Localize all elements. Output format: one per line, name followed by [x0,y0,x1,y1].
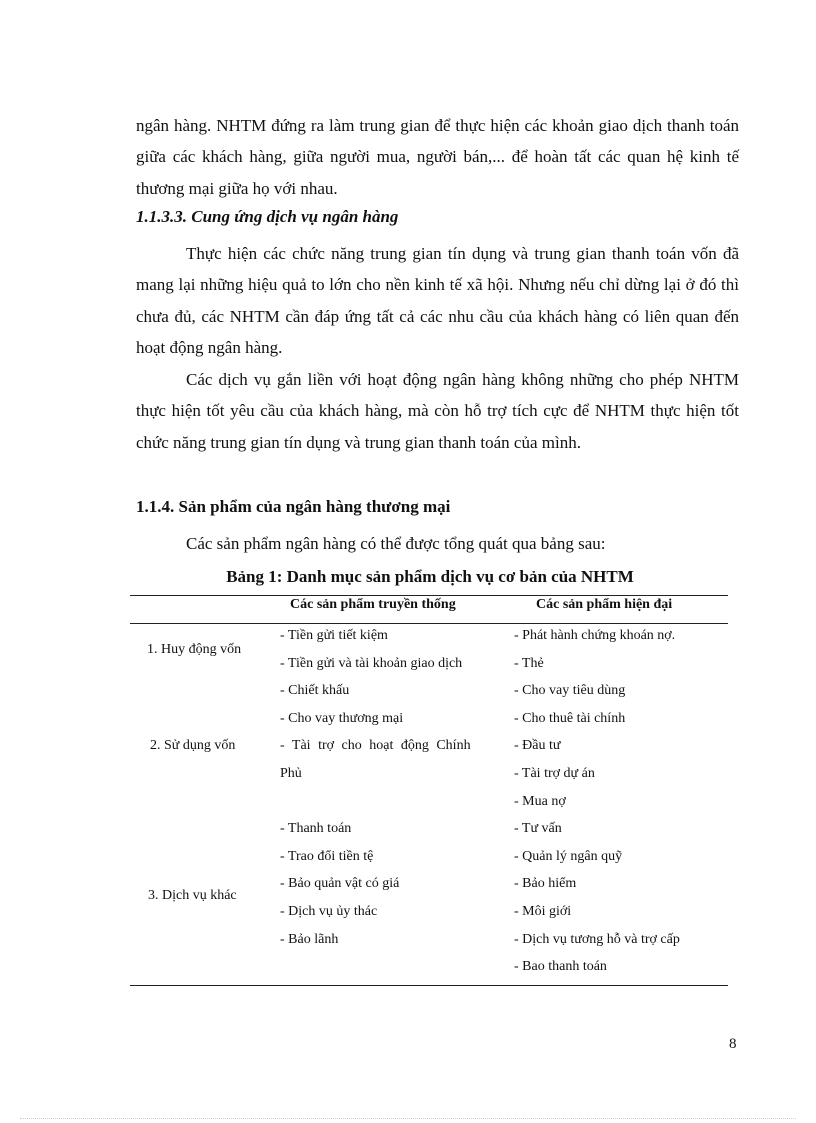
list-item: - Phát hành chứng khoán nợ. [514,628,676,643]
list-item: - Bảo lãnh [280,931,339,947]
page-number: 8 [729,1036,737,1052]
list-item: - Bảo hiểm [514,876,577,892]
list-item: - Tài trợ dự án [514,765,595,781]
list-item: Phủ [280,765,302,781]
list-item: - Cho thuê tài chính [514,710,626,726]
list-item: - Tiền gửi và tài khoản giao dịch [280,655,463,671]
list-item: - Tư vấn [514,821,562,837]
list-item: - Thanh toán [280,821,352,837]
paragraph-table-intro: Các sản phẩm ngân hàng có thể được tổng quát qua bảng sau: [186,534,606,553]
list-item: - Trao đổi tiền tệ [280,848,374,864]
group-label-capital-use: 2. Sử dụng vốn [150,738,236,753]
list-item: - Bảo quản vật có giá [280,876,400,892]
list-item: - Chiết khấu [280,683,350,699]
list-item: - Tiền gửi tiết kiệm [280,628,388,643]
section-heading-1-1-4: 1.1.4. Sản phẩm của ngân hàng thương mại [136,497,451,516]
group-label-other-services: 3. Dịch vụ khác [148,888,237,903]
list-item: - Mua nợ [514,793,566,809]
list-item: - Thẻ [514,655,544,671]
list-item: - Cho vay thương mại [280,710,404,726]
paragraph-services: Các dịch vụ gắn liền với hoạt động ngân hàng không những cho phép NHTM thực hiện tốt yêu cầu của khách hàng, mà còn hỗ trợ tích cực để NHTM thực hiện tốt chức năng trung gian tín dụng và trung gian thanh toán của mình. [136,370,739,452]
table-bottom-rule [130,985,728,986]
page-edge-divider [20,1118,796,1119]
header-traditional: Các sản phẩm truyền thống [290,597,456,612]
list-item: - Đầu tư [514,738,561,754]
modern-column [514,622,680,981]
list-item: - Môi giới [514,903,572,919]
paragraph-functions: Thực hiện các chức năng trung gian tín dụng và trung gian thanh toán vốn đã mang lại những hiệu quả to lớn cho nền kinh tế xã hội. Nhưng nếu chỉ dừng lại ở đó thì chưa đủ, các NHTM cần đáp ứng tất cả các nhu cầu của khách hàng có liên quan đến hoạt động ngân hàng. [136,244,739,357]
group-label-capital-mobilization: 1. Huy động vốn [147,642,242,657]
header-modern: Các sản phẩm hiện đại [536,597,673,612]
section-heading-1-1-3-3: 1.1.3.3. Cung ứng dịch vụ ngân hàng [136,207,399,226]
list-item: - Bao thanh toán [514,959,607,975]
paragraph-continuation: ngân hàng. NHTM đứng ra làm trung gian để thực hiện các khoản giao dịch thanh toán giữa các khách hàng, giữa người mua, người bán,... để hoàn tất các quan hệ kinh tế thương mại giữa họ với nhau. [136,116,739,198]
list-item: - Tài trợ cho hoạt động Chính [280,738,471,754]
table-title: Bảng 1: Danh mục sản phẩm dịch vụ cơ bản của NHTM [226,567,634,586]
list-item: - Dịch vụ tương hỗ và trợ cấp [514,931,680,947]
traditional-column [280,622,471,953]
list-item [280,788,471,816]
list-item: - Quản lý ngân quỹ [514,848,623,864]
table-top-rule [130,595,728,596]
list-item: - Dịch vụ ủy thác [280,903,378,919]
list-item: - Cho vay tiêu dùng [514,683,626,699]
